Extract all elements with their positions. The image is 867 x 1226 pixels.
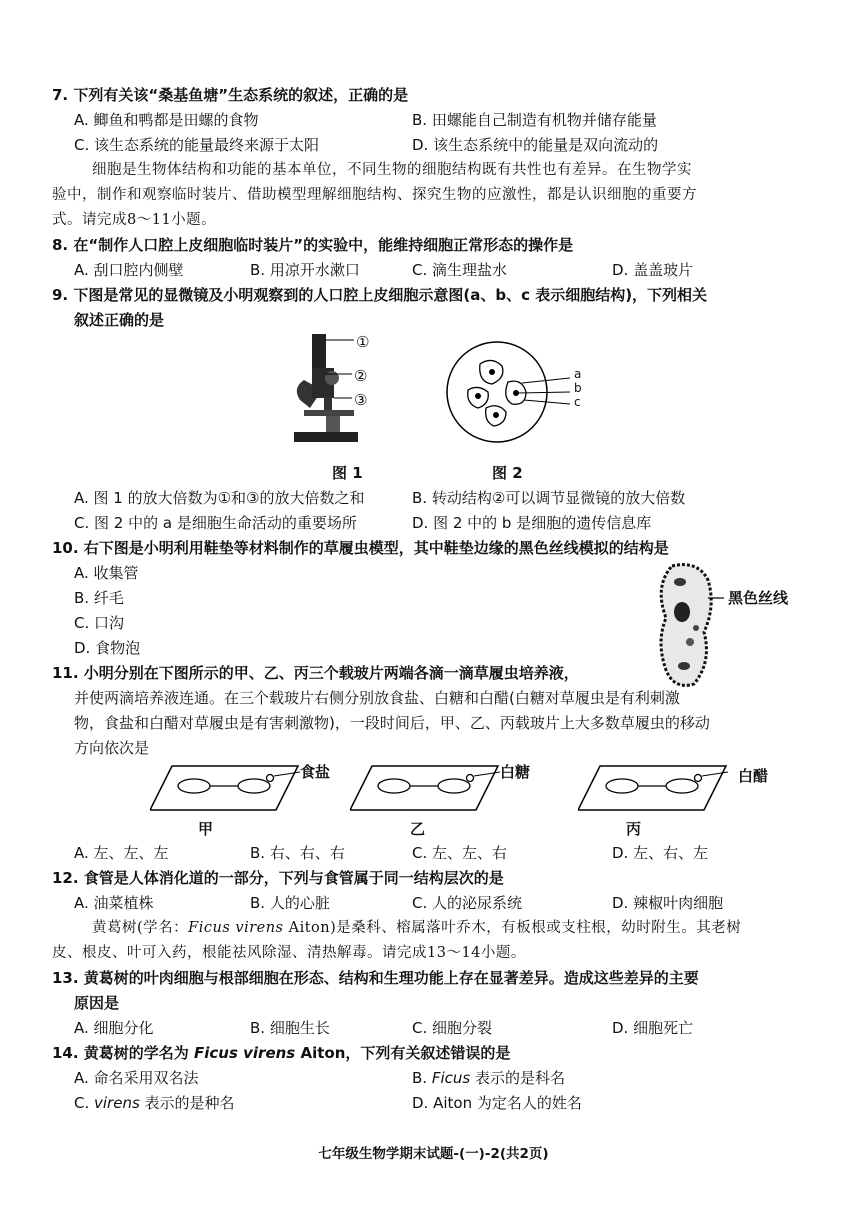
passage1-line3: 式。请完成8～11小题。 <box>52 212 217 228</box>
slide-jia-substance-label: 食盐 <box>300 763 331 781</box>
q13-option-c: C. 细胞分裂 <box>412 1019 493 1037</box>
q14-stem: 14. 黄葛树的学名为 Ficus virens Aiton，下列有关叙述错误的是 <box>52 1044 511 1062</box>
q14-option-c: C. virens 表示的是种名 <box>74 1094 235 1112</box>
q11-stem-line1: 11. 小明分别在下图所示的甲、乙、丙三个载玻片两端各滴一滴草履虫培养液， <box>52 664 579 682</box>
fig2-label-b: b <box>574 381 582 395</box>
food-vacuole-1 <box>693 625 699 631</box>
q12-option-d: D. 辣椒叶肉细胞 <box>612 894 724 912</box>
q8-stem: 8. 在“制作人口腔上皮细胞临时装片”的实验中，能维持细胞正常形态的操作是 <box>52 236 574 254</box>
slide-bing <box>578 762 728 814</box>
q7-option-c: C. 该生态系统的能量最终来源于太阳 <box>74 136 320 154</box>
slide-yi-substance-label: 白糖 <box>500 763 531 781</box>
q14-option-b: B. Ficus 表示的是科名 <box>412 1069 565 1087</box>
slide-yi-leader <box>474 772 500 776</box>
q13-option-b: B. 细胞生长 <box>250 1019 330 1037</box>
q9-option-d: D. 图 2 中的 b 是细胞的遗传信息库 <box>412 514 652 532</box>
slide-yi-glass <box>350 766 498 810</box>
fig2-label-a: a <box>574 367 582 381</box>
q7-option-d: D. 该生态系统中的能量是双向流动的 <box>412 136 659 154</box>
macronucleus <box>674 602 690 622</box>
passage2-line1: 黄葛树(学名：Ficus virens Aiton)是桑科、榕属落叶乔木，有板根或支柱根，幼时附生。其老树 <box>92 920 742 936</box>
q11-option-a: A. 左、左、左 <box>74 844 169 862</box>
slide-yi-left-drop <box>378 779 410 793</box>
fig1-label-3: ③ <box>354 391 368 409</box>
q9-option-c: C. 图 2 中的 a 是细胞生命活动的重要场所 <box>74 514 357 532</box>
q11-option-b: B. 右、右、右 <box>250 844 345 862</box>
slide-jia-leader <box>274 772 300 776</box>
contractile-vacuole-top <box>674 578 686 586</box>
slide-bing-leader <box>702 772 728 776</box>
microscope-base <box>294 432 358 442</box>
microscope-stage <box>304 410 354 416</box>
q10-option-b: B. 纤毛 <box>74 589 124 607</box>
q10-option-a: A. 收集管 <box>74 564 139 582</box>
slide-bing-right-drop <box>666 779 698 793</box>
q11-stem-line2: 并使两滴培养液连通。在三个载玻片右侧分别放食盐、白糖和白醋(白糖对草履虫是有利刺激 <box>74 689 680 707</box>
slide-jia-name: 甲 <box>198 820 214 838</box>
slide-yi-name: 乙 <box>410 820 426 838</box>
fig2-label-c: c <box>574 395 581 409</box>
q11-option-c: C. 左、左、右 <box>412 844 508 862</box>
slide-yi <box>350 762 500 814</box>
passage2-line2: 皮、根皮、叶可入药，根能祛风除湿、清热解毒。请完成13～14小题。 <box>52 945 526 961</box>
cell-1-nucleus <box>489 369 495 375</box>
q10-option-c: C. 口沟 <box>74 614 125 632</box>
q12-option-b: B. 人的心脏 <box>250 894 330 912</box>
coarse-adjustment-knob <box>325 371 339 385</box>
cell-2-nucleus <box>475 393 481 399</box>
q13-option-d: D. 细胞死亡 <box>612 1019 694 1037</box>
q13-option-a: A. 细胞分化 <box>74 1019 154 1037</box>
q11-stem-line4: 方向依次是 <box>74 739 150 757</box>
fig1-label-1: ① <box>356 333 370 351</box>
microscope-figure <box>282 330 392 450</box>
q13-stem-line2: 原因是 <box>74 994 120 1012</box>
fig2-caption: 图 2 <box>492 464 523 482</box>
cheek-cells-figure <box>442 338 572 446</box>
passage1-line2: 验中，制作和观察临时装片、借助模型理解细胞结构、探究生物的应激性，都是认识细胞的重要方 <box>52 187 697 203</box>
objective-lens <box>324 396 332 410</box>
q12-stem: 12. 食管是人体消化道的一部分，下列与食管属于同一结构层次的是 <box>52 869 504 887</box>
q9-option-a: A. 图 1 的放大倍数为①和③的放大倍数之和 <box>74 489 365 507</box>
q14-option-d: D. Aiton 为定名人的姓名 <box>412 1094 582 1112</box>
q7-option-a: A. 鲫鱼和鸭都是田螺的食物 <box>74 111 259 129</box>
q8-option-d: D. 盖盖玻片 <box>612 261 694 279</box>
page-footer: 七年级生物学期末试题-(一)-2(共2页) <box>318 1146 549 1162</box>
slide-jia-left-drop <box>178 779 210 793</box>
black-thread-label: 黑色丝线 <box>728 589 789 607</box>
q9-stem-line2: 叙述正确的是 <box>74 311 165 329</box>
q8-option-c: C. 滴生理盐水 <box>412 261 508 279</box>
eyepiece-tube <box>312 334 326 368</box>
slide-jia-substance <box>267 775 274 782</box>
slide-yi-substance <box>467 775 474 782</box>
microscope-pillar <box>326 416 340 432</box>
q12-option-a: A. 油菜植株 <box>74 894 154 912</box>
q7-stem: 7. 下列有关该“桑基鱼塘”生态系统的叙述，正确的是 <box>52 86 409 104</box>
passage1-line1: 细胞是生物体结构和功能的基本单位，不同生物的细胞结构既有共性也有差异。在生物学实 <box>92 162 692 178</box>
slide-bing-glass <box>578 766 726 810</box>
paramecium-model-figure <box>652 562 724 690</box>
slide-bing-name: 丙 <box>626 820 642 838</box>
fig1-label-2: ② <box>354 367 368 385</box>
slide-jia-right-drop <box>238 779 270 793</box>
q14-option-a: A. 命名采用双名法 <box>74 1069 199 1087</box>
food-vacuole-2 <box>686 638 694 646</box>
cell-3-nucleus <box>493 412 499 418</box>
fig1-caption: 图 1 <box>332 464 363 482</box>
slide-bing-substance-label: 白醋 <box>738 767 769 785</box>
q7-option-b: B. 田螺能自己制造有机物并储存能量 <box>412 111 657 129</box>
contractile-vacuole-bottom <box>678 662 690 670</box>
q9-option-b: B. 转动结构②可以调节显微镜的放大倍数 <box>412 489 686 507</box>
q10-stem: 10. 右下图是小明利用鞋垫等材料制作的草履虫模型，其中鞋垫边缘的黑色丝线模拟的结构是 <box>52 539 669 557</box>
q12-option-c: C. 人的泌尿系统 <box>412 894 523 912</box>
slide-jia-glass <box>150 766 298 810</box>
q11-stem-line3: 物，食盐和白醋对草履虫是有害刺激物)，一段时间后，甲、乙、丙载玻片上大多数草履虫的移动 <box>74 714 710 732</box>
slide-bing-substance <box>695 775 702 782</box>
q13-stem-line1: 13. 黄葛树的叶肉细胞与根部细胞在形态、结构和生理功能上存在显著差异。造成这些差异的主要 <box>52 969 699 987</box>
q8-option-a: A. 刮口腔内侧壁 <box>74 261 184 279</box>
slide-bing-left-drop <box>606 779 638 793</box>
q11-option-d: D. 左、右、左 <box>612 844 709 862</box>
q10-option-d: D. 食物泡 <box>74 639 141 657</box>
q9-stem-line1: 9. 下图是常见的显微镜及小明观察到的人口腔上皮细胞示意图(a、b、c 表示细胞结构)，下列相关 <box>52 286 708 304</box>
slide-jia <box>150 762 300 814</box>
field-of-view <box>447 342 547 442</box>
slide-yi-right-drop <box>438 779 470 793</box>
q8-option-b: B. 用凉开水漱口 <box>250 261 360 279</box>
